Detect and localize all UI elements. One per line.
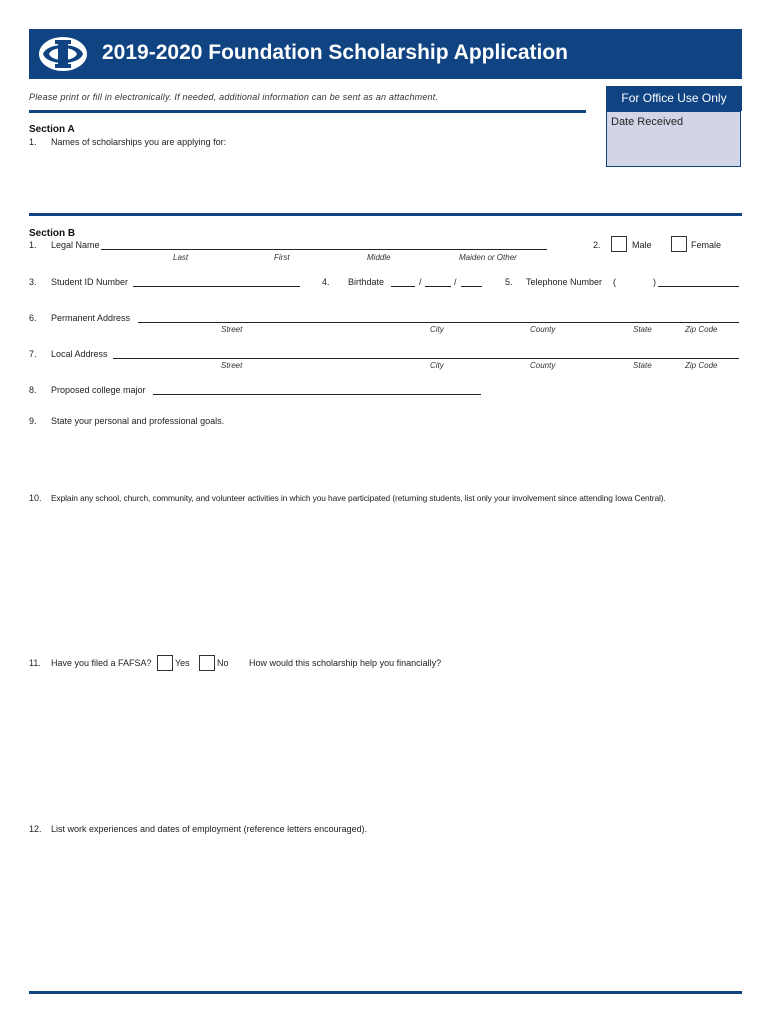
scholarships-label: Names of scholarships you are applying for: xyxy=(51,137,227,147)
county-caption: County xyxy=(530,325,556,334)
financial-help-label: How would this scholarship help you financially? xyxy=(249,658,442,668)
last-name-caption: Last xyxy=(173,253,189,262)
legal-name-label: Legal Name xyxy=(51,240,100,250)
city-caption: City xyxy=(430,361,444,370)
male-label: Male xyxy=(632,240,652,250)
birth-month-input[interactable] xyxy=(391,286,415,287)
question-number: 1. xyxy=(29,137,37,147)
date-separator: / xyxy=(419,277,422,287)
major-input[interactable] xyxy=(153,394,481,395)
page-title: 2019-2020 Foundation Scholarship Application xyxy=(102,41,568,64)
divider xyxy=(29,213,742,216)
area-code-input[interactable] xyxy=(619,276,651,288)
goals-label: State your personal and professional goals. xyxy=(51,416,225,426)
instructions-text: Please print or fill in electronically. If needed, additional information can be sent as an attachment. xyxy=(29,92,439,102)
county-caption: County xyxy=(530,361,556,370)
question-number: 8. xyxy=(29,385,37,395)
area-code-open: ( xyxy=(613,277,616,287)
work-experience-label: List work experiences and dates of employment (reference letters encouraged). xyxy=(51,824,368,834)
telephone-label: Telephone Number xyxy=(526,277,603,287)
section-b-heading: Section B xyxy=(29,228,76,239)
maiden-name-caption: Maiden or Other xyxy=(459,253,517,262)
birthdate-label: Birthdate xyxy=(348,277,385,287)
activities-label: Explain any school, church, community, and volunteer activities in which you have participated (returning students, list only your involvement since attending Iowa Central). xyxy=(51,493,666,503)
permanent-address-label: Permanent Address xyxy=(51,313,131,323)
question-number: 1. xyxy=(29,240,37,250)
major-label: Proposed college major xyxy=(51,385,146,395)
birth-day-input[interactable] xyxy=(425,286,451,287)
date-received-field[interactable] xyxy=(606,111,741,167)
college-logo-icon xyxy=(37,34,89,74)
date-received-label: Date Received xyxy=(611,116,684,128)
zip-caption: Zip Code xyxy=(685,325,718,334)
legal-name-input[interactable] xyxy=(101,249,547,250)
state-caption: State xyxy=(633,361,652,370)
header-banner xyxy=(29,29,742,79)
question-number: 4. xyxy=(322,277,330,287)
question-number: 12. xyxy=(29,824,42,834)
goals-input[interactable] xyxy=(51,430,739,485)
activities-input[interactable] xyxy=(51,508,739,648)
office-use-heading: For Office Use Only xyxy=(606,86,742,111)
question-number: 5. xyxy=(505,277,513,287)
question-number: 6. xyxy=(29,313,37,323)
divider xyxy=(29,110,586,113)
fafsa-no-checkbox[interactable] xyxy=(199,655,215,671)
middle-name-caption: Middle xyxy=(367,253,391,262)
state-caption: State xyxy=(633,325,652,334)
question-number: 9. xyxy=(29,416,37,426)
student-id-label: Student ID Number xyxy=(51,277,129,287)
permanent-address-input[interactable] xyxy=(138,322,739,323)
fafsa-no-label: No xyxy=(217,658,229,668)
question-number: 2. xyxy=(593,240,601,250)
fafsa-yes-label: Yes xyxy=(175,658,190,668)
section-a-heading: Section A xyxy=(29,124,75,135)
female-checkbox[interactable] xyxy=(671,236,687,252)
telephone-input[interactable] xyxy=(658,286,739,287)
date-separator: / xyxy=(454,277,457,287)
scholarships-input[interactable] xyxy=(51,152,591,207)
fafsa-label: Have you filed a FAFSA? xyxy=(51,658,152,668)
birth-year-input[interactable] xyxy=(461,286,482,287)
city-caption: City xyxy=(430,325,444,334)
financial-help-input[interactable] xyxy=(51,674,739,814)
question-number: 11. xyxy=(29,658,41,668)
fafsa-yes-checkbox[interactable] xyxy=(157,655,173,671)
question-number: 7. xyxy=(29,349,37,359)
local-address-label: Local Address xyxy=(51,349,108,359)
female-label: Female xyxy=(691,240,722,250)
student-id-input[interactable] xyxy=(133,286,300,287)
street-caption: Street xyxy=(221,325,243,334)
zip-caption: Zip Code xyxy=(685,361,718,370)
footer-rule xyxy=(29,991,742,994)
question-number: 10. xyxy=(29,493,42,503)
area-code-close: ) xyxy=(653,277,656,287)
street-caption: Street xyxy=(221,361,243,370)
male-checkbox[interactable] xyxy=(611,236,627,252)
first-name-caption: First xyxy=(274,253,290,262)
question-number: 3. xyxy=(29,277,37,287)
local-address-input[interactable] xyxy=(113,358,739,359)
work-experience-input[interactable] xyxy=(51,840,739,980)
